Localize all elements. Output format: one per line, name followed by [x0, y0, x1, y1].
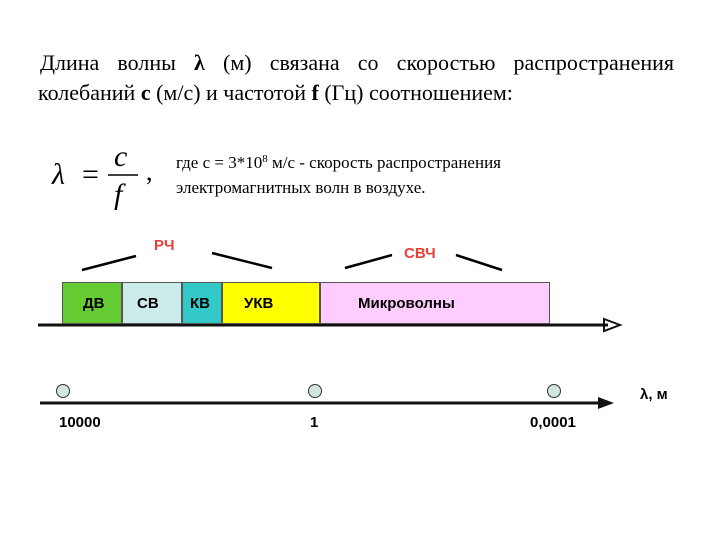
exponent: 8 [262, 153, 268, 165]
rf-bracket-left [82, 256, 136, 270]
band-label-lw: ДВ [83, 294, 105, 312]
rf-group-label: РЧ [154, 237, 175, 254]
band-label-sw: КВ [190, 294, 210, 312]
explanation-line-2: электромагнитных волн в воздухе. [176, 178, 426, 197]
tick-label-1: 1 [310, 414, 319, 431]
tick-label-0001: 0,0001 [530, 414, 576, 431]
intro-text-3: (м/с) и частотой [150, 80, 312, 105]
intro-c: с [140, 80, 151, 105]
scale-marker-0001 [548, 385, 561, 398]
formula-denominator: f [114, 178, 123, 210]
formula-comma: , [146, 157, 153, 186]
scale-axis-arrowhead [598, 397, 614, 409]
microwave-bracket-left [345, 255, 392, 268]
rf-bracket-right [212, 253, 272, 268]
band-microwave [320, 282, 550, 324]
band-vhf [222, 282, 320, 324]
explanation-text-cont: м/с - скорость распространения [267, 153, 501, 172]
intro-f: f [311, 80, 319, 105]
formula-numerator: c [114, 140, 128, 173]
microwave-bracket-right [456, 255, 502, 270]
microwave-group-label: СВЧ [404, 245, 436, 262]
band-lw [62, 282, 122, 324]
band-label-microwave: Микроволны [358, 294, 455, 312]
formula-lambda: λ [52, 158, 65, 191]
band-sw [182, 282, 222, 324]
intro-text-4: (Гц) соотношением: [318, 80, 513, 105]
intro-text-1: Длина волны [40, 50, 195, 75]
intro-text-2: (м) связана со скоростью распространения колебаний [38, 50, 675, 105]
wavelength-axis-unit: λ, м [640, 386, 668, 403]
explanation-text: где с = 3*10 [176, 153, 263, 172]
scale-marker-10000 [57, 385, 70, 398]
band-mw [122, 282, 182, 324]
tick-label-10000: 10000 [59, 414, 101, 431]
scale-marker-1 [309, 385, 322, 398]
band-label-vhf: УКВ [244, 294, 274, 312]
intro-lambda: λ [194, 50, 205, 75]
formula-equals: = [82, 158, 99, 191]
band-label-mw: СВ [137, 294, 159, 312]
